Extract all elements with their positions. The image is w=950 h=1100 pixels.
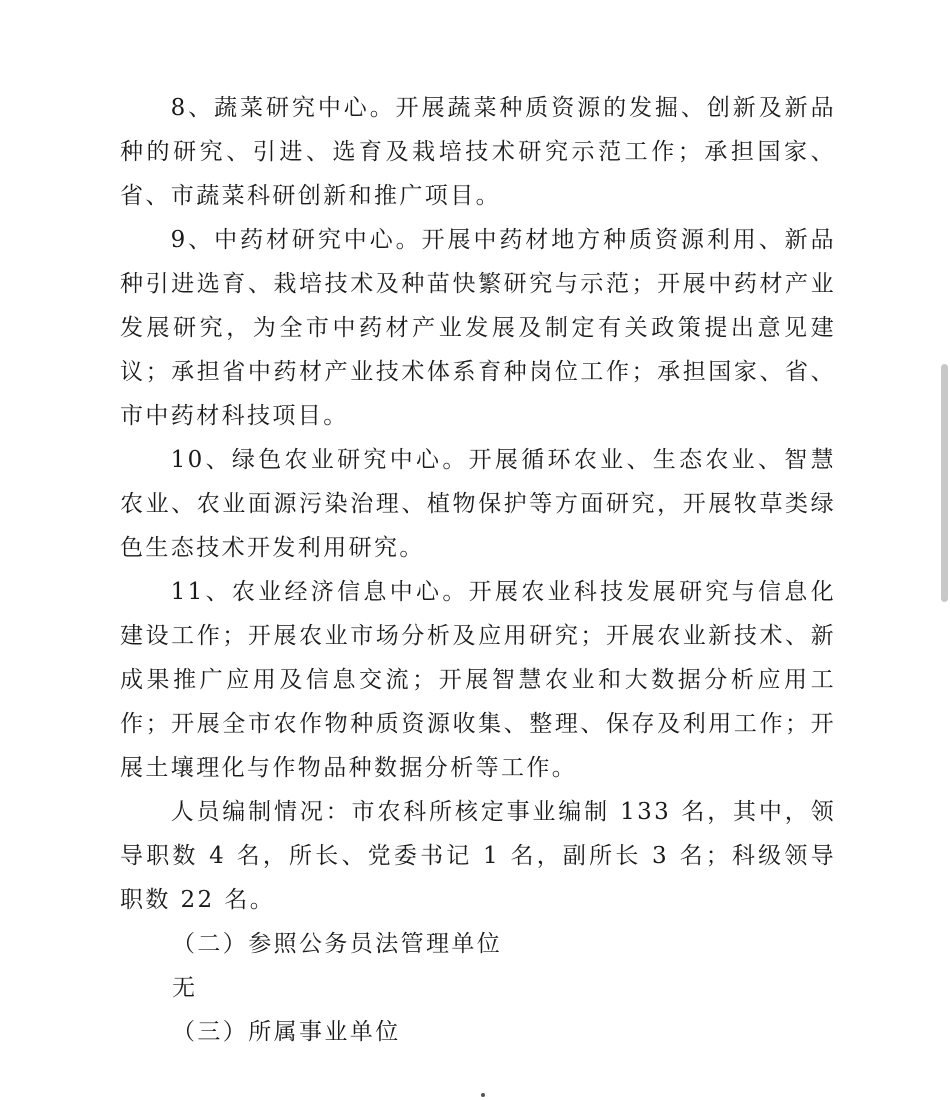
- scrollbar[interactable]: [938, 0, 950, 1100]
- paragraph-vegetable-center: 8、蔬菜研究中心。开展蔬菜种质资源的发掘、创新及新品种的研究、引进、选育及栽培技术研究示范工作；承担国家、省、市蔬菜科研创新和推广项目。: [120, 95, 836, 209]
- paragraph-staffing: 人员编制情况：市农科所核定事业编制 133 名，其中，领导职数 4 名，所长、党委书记 1 名，副所长 3 名；科级领导职数 22 名。: [120, 799, 836, 913]
- paragraph-economic-info-center: 11、农业经济信息中心。开展农业科技发展研究与信息化建设工作；开展农业市场分析及应用研究；开展农业新技术、新成果推广应用及信息交流；开展智慧农业和大数据分析应用工作；开展全市农作物种质资源收集、整理、保存及利用工作；开展土壤理化与作物品种数据分析等工作。: [120, 579, 836, 781]
- section-heading-civil-servant-units: （二）参照公务员法管理单位: [172, 931, 503, 957]
- document-body: [120, 86, 836, 1054]
- section-heading-affiliated-units: （三）所属事业单位: [172, 1019, 401, 1045]
- paragraph-green-agriculture-center: 10、绿色农业研究中心。开展循环农业、生态农业、智慧农业、农业面源污染治理、植物保护等方面研究，开展牧草类绿色生态技术开发利用研究。: [120, 447, 836, 561]
- scrollbar-thumb[interactable]: [941, 364, 948, 602]
- page-marker-dot: [481, 1093, 485, 1097]
- paragraph-herb-center: 9、中药材研究中心。开展中药材地方种质资源利用、新品种引进选育、栽培技术及种苗快繁研究与示范；开展中药材产业发展研究，为全市中药材产业发展及制定有关政策提出意见建议；承担省中药材产业技术体系育种岗位工作；承担国家、省、市中药材科技项目。: [120, 227, 836, 429]
- section-body-none: 无: [172, 975, 198, 1001]
